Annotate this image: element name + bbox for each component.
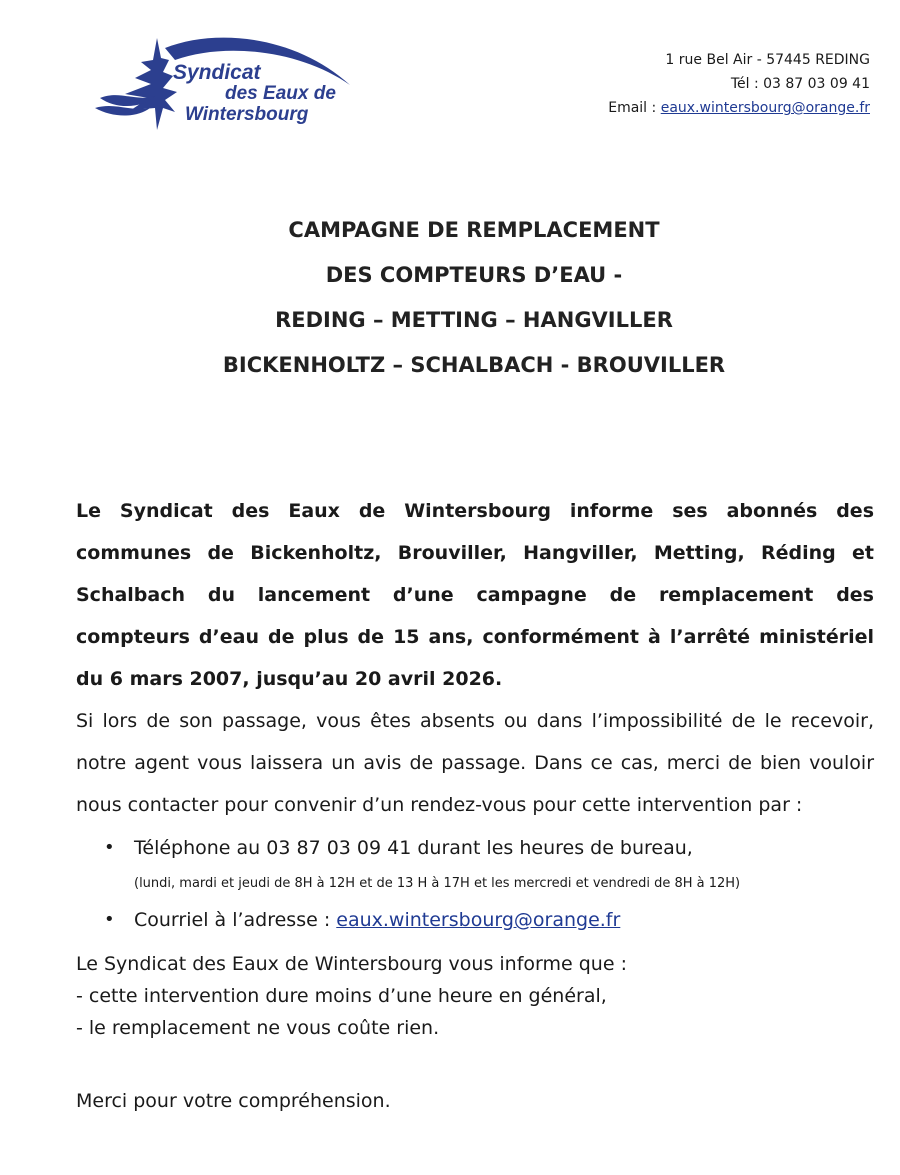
header-email-link[interactable]: eaux.wintersbourg@orange.fr (660, 100, 870, 116)
list-item-phone (104, 827, 874, 869)
intro-paragraph: Le Syndicat des Eaux de Wintersbourg informe ses abonnés des communes de Bickenholtz, Brouviller, Hangviller, Metting, Réding et Schalbach du lancement d’une campagne de remplacement des compteurs d’eau de plus de 15 ans, conformément à l’arrêté ministériel du 6 mars 2007, jusqu’au 20 avril 2026. (76, 500, 874, 690)
list-item-email (104, 899, 874, 941)
logo-line-3: Wintersbourg (185, 104, 309, 125)
contact-list (104, 827, 874, 941)
info-intro: Le Syndicat des Eaux de Wintersbourg vous informe que : (76, 953, 627, 975)
info-block (76, 948, 874, 1044)
syndicat-logo (95, 30, 375, 140)
office-hours-note: (lundi, mardi et jeudi de 8H à 12H et de 13 H à 17H et les mercredi et vendredi de 8H à 12H) (134, 876, 741, 891)
title-line-4: BICKENHOLTZ – SCHALBACH - BROUVILLER (222, 353, 726, 377)
body-email-link[interactable]: eaux.wintersbourg@orange.fr (336, 909, 621, 931)
logo-line-2: des Eaux de (225, 83, 336, 104)
postal-address: 1 rue Bel Air - 57445 REDING (665, 52, 870, 68)
info-line-2: - le remplacement ne vous coûte rien. (76, 1017, 440, 1039)
phone-number: Tél : 03 87 03 09 41 (730, 76, 870, 92)
phone-bullet-text: Téléphone au 03 87 03 09 41 durant les heures de bureau, (134, 837, 693, 859)
email-label: Email : (608, 100, 661, 116)
title-line-3: REDING – METTING – HANGVILLER (275, 308, 673, 332)
thanks-line: Merci pour votre compréhension. (76, 1090, 391, 1112)
address-block (608, 48, 870, 120)
email-line (608, 96, 870, 120)
page-title (0, 208, 900, 388)
title-line-1: CAMPAGNE DE REMPLACEMENT (288, 218, 660, 242)
absence-paragraph: Si lors de son passage, vous êtes absents ou dans l’impossibilité de le recevoir, notre agent vous laissera un avis de passage. Dans ce cas, merci de bien vouloir nous contacter pour convenir d’un rendez-vous pour cette intervention par : (76, 710, 874, 816)
email-bullet-label: Courriel à l’adresse : (134, 909, 337, 931)
info-line-1: - cette intervention dure moins d’une heure en général, (76, 985, 607, 1007)
title-line-2: DES COMPTEURS D’EAU - (325, 263, 623, 287)
logo-line-1: Syndicat (173, 61, 261, 84)
